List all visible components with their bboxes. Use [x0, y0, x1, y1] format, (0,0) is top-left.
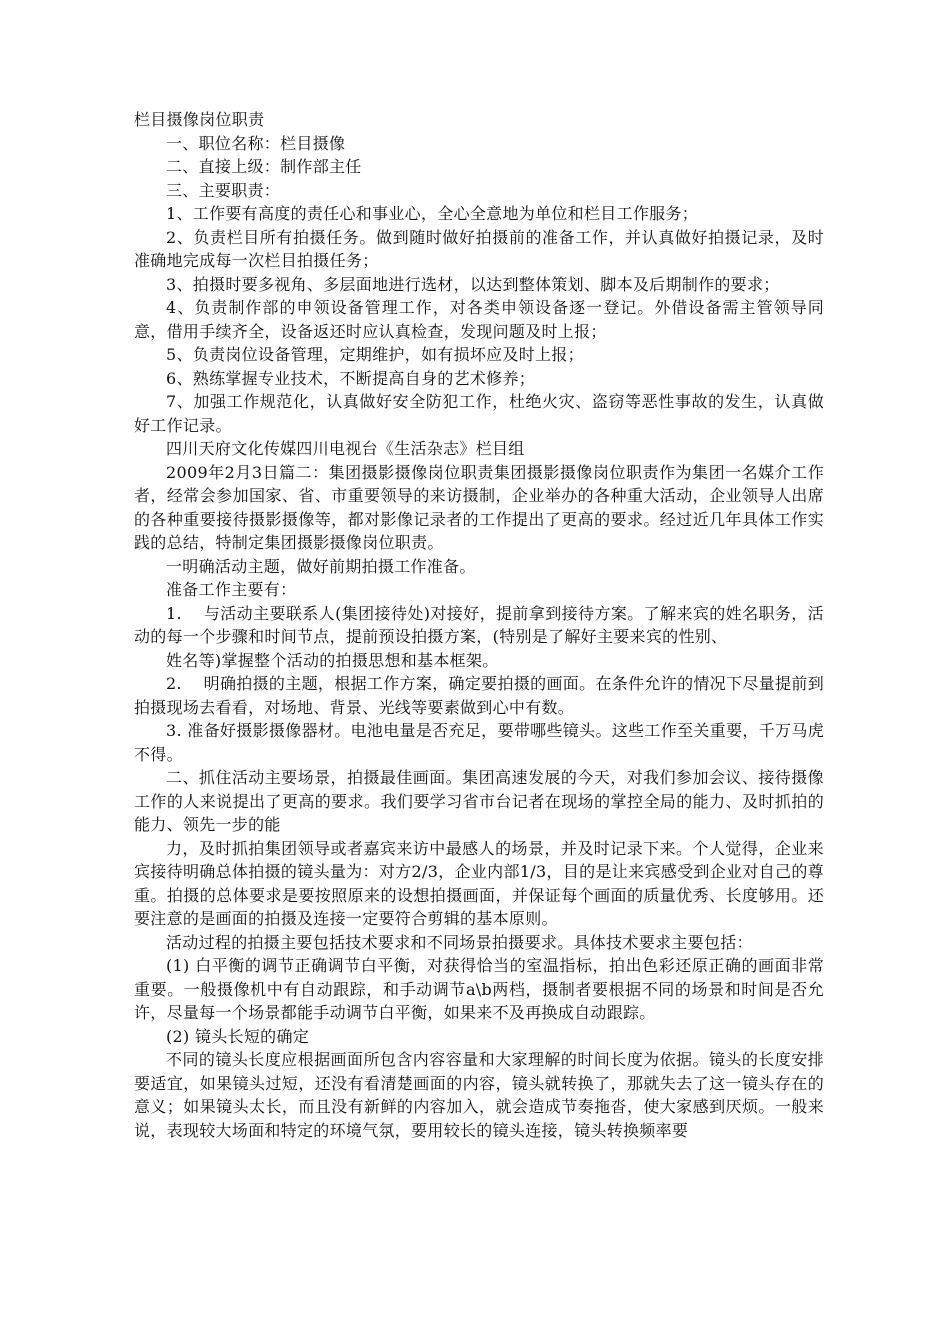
signature-line: 四川天府文化传媒四川电视台《生活杂志》栏目组 [166, 439, 525, 458]
paragraph: (2) 镜头长短的确定 [166, 1026, 310, 1046]
paragraph: 活动过程的拍摄主要包括技术要求和不同场景拍摄要求。具体技术要求主要包括： [166, 932, 753, 952]
paragraph: 不同的镜头长度应根据画面所包含内容容量和大家理解的时间长度为依据。镜头的长度安排要适宜，如果镜头过短，还没有看清楚画面的内容，镜头就转换了，那就失去了这一镜头存在的意义；如果镜头太长，而且没有新鲜的内容加入，就会造成节奏拖沓，使大家感到厌烦。一般来说，表现较大场面和特定的环境气氛，要用较长的镜头连接，镜头转换频率要 [134, 1050, 824, 1140]
paragraph: 3、拍摄时要多视角、多层面地进行选材，以达到整体策划、脚本及后期制作的要求； [166, 274, 780, 294]
paragraph: 二、直接上级：制作部主任 [166, 157, 362, 176]
paragraph: 三、主要职责： [166, 180, 281, 200]
paragraph: 准备工作主要有： [166, 580, 297, 599]
paragraph: 一、职位名称：栏目摄像 [166, 133, 346, 153]
paragraph: 2. 明确拍摄的主题，根据工作方案，确定要拍摄的画面。在条件允许的情况下尽量提前到拍摄现场去看看，对场地、背景、光线等要素做到心中有数。 [134, 674, 824, 717]
paragraph: 力，及时抓拍集团领导或者嘉宾来访中最感人的场景，并及时记录下来。个人觉得，企业来宾接待明确总体拍摄的镜头量为：对方2/3，企业内部1/3，目的是让来宾感受到企业对自己的尊重。拍摄的总体要求是要按照原来的设想拍摄画面，并保证每个画面的质量优秀、长度够用。还要注意的是画面的拍摄及连接一定要符合剪辑的基本原则。 [134, 838, 824, 928]
paragraph: 4、负责制作部的申领设备管理工作，对各类申领设备逐一登记。外借设备需主管领导同意，借用手续齐全，设备返还时应认真检查，发现问题及时上报； [134, 298, 824, 341]
paragraph: 1、工作要有高度的责任心和事业心，全心全意地为单位和栏目工作服务； [166, 204, 699, 223]
paragraph: 3. 准备好摄影摄像器材。电池电量是否充足，要带哪些镜头。这些工作至关重要，千万马虎不得。 [134, 721, 824, 764]
document-body [134, 108, 824, 1142]
paragraph: (1) 白平衡的调节正确调节白平衡，对获得恰当的室温指标，拍出色彩还原正确的画面非常重要。一般摄像机中有自动跟踪，和手动调节a\b两档，摄制者要根据不同的场景和时间是否允许，尽量每一个场景都能手动调节白平衡，如果来不及再换成自动跟踪。 [134, 956, 824, 1022]
paragraph: 7、加强工作规范化，认真做好安全防犯工作，杜绝火灾、盗窃等恶性事故的发生，认真做好工作记录。 [134, 392, 824, 435]
paragraph: 6、熟练掌握专业技术，不断提高自身的艺术修养； [166, 368, 536, 388]
paragraph: 2、负责栏目所有拍摄任务。做到随时做好拍摄前的准备工作，并认真做好拍摄记录，及时准确地完成每一次栏目拍摄任务； [134, 227, 824, 270]
paragraph: 1. 与活动主要联系人(集团接待处)对接好，提前拿到接待方案。了解来宾的姓名职务，活动的每一个步骤和时间节点，提前预设拍摄方案，(特别是了解好主要来宾的性别、 [134, 603, 824, 646]
paragraph: 姓名等)掌握整个活动的拍摄思想和基本框架。 [166, 650, 499, 670]
paragraph: 5、负责岗位设备管理，定期维护，如有损坏应及时上报； [166, 345, 584, 364]
paragraph: 2009年2月3日篇二：集团摄影摄像岗位职责集团摄影摄像岗位职责作为集团一名媒介工作者，经常会参加国家、省、市重要领导的来访摄制，企业举办的各种重大活动，企业领导人出席的各种重要接待摄影摄像等，都对影像记录者的工作提出了更高的要求。经过近几年具体工作实践的总结，特制定集团摄影摄像岗位职责。 [134, 462, 824, 552]
paragraph: 一明确活动主题，做好前期拍摄工作准备。 [166, 556, 476, 576]
paragraph: 二、抓住活动主要场景，拍摄最佳画面。集团高速发展的今天，对我们参加会议、接待摄像工作的人来说提出了更高的要求。我们要学习省市台记者在现场的掌控全局的能力、及时抓拍的能力、领先一步的能 [134, 768, 824, 834]
document-title: 栏目摄像岗位职责 [134, 110, 265, 129]
